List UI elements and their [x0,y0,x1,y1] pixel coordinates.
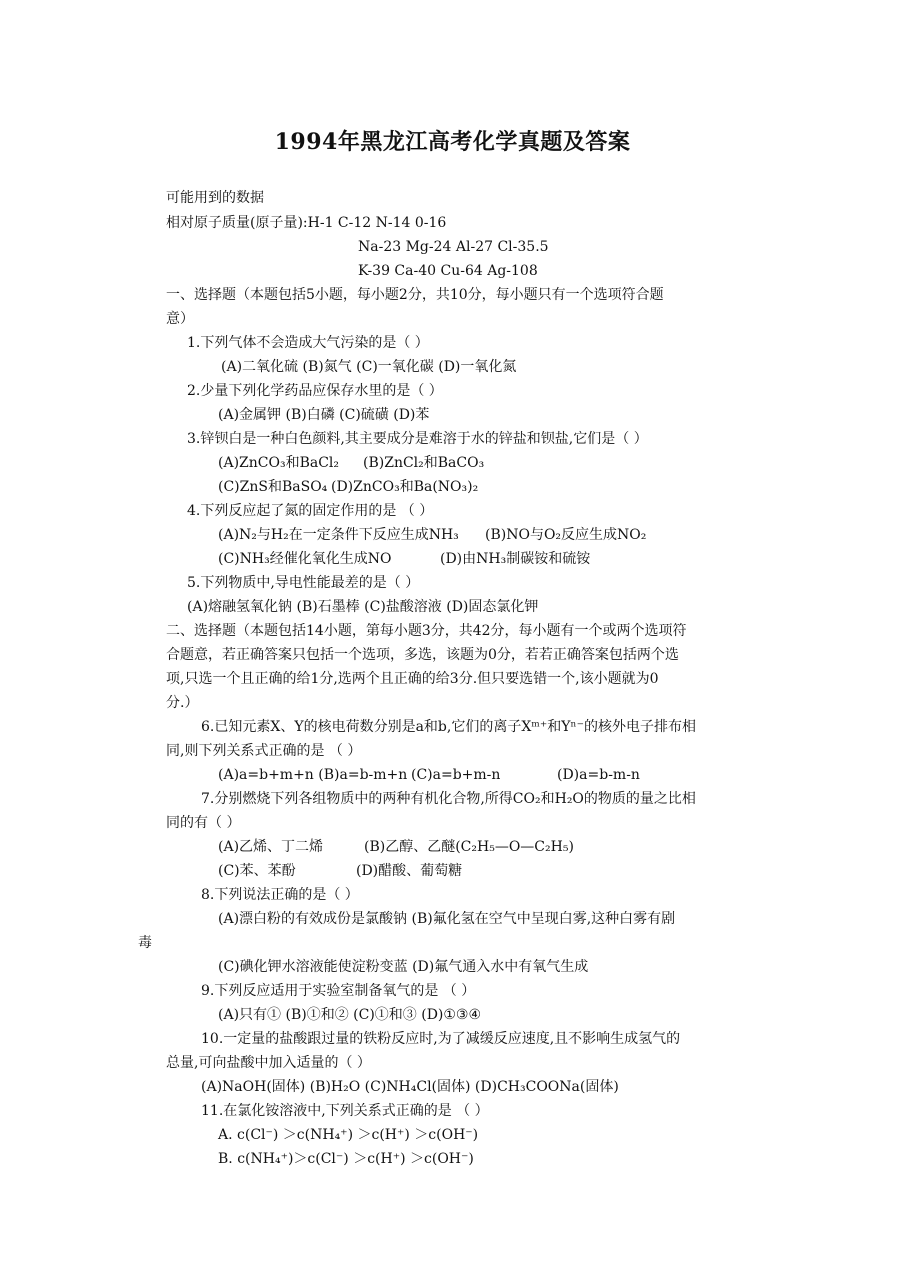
q8-stem: 8.下列说法正确的是（ ） [201,887,359,903]
q8-options-ab-cont: 毒 [138,935,152,951]
q5-options: (A)熔融氢氧化钠 (B)石墨棒 (C)盐酸溶液 (D)固态氯化钾 [187,599,539,615]
q7-stem: 7.分别燃烧下列各组物质中的两种有机化合物,所得CO₂和H₂O的物质的量之比相 [201,791,696,807]
q11-option-a: A. c(Cl⁻) ＞c(NH₄⁺) ＞c(H⁺) ＞c(OH⁻) [218,1127,479,1143]
q10-stem-cont: 总量,可向盐酸中加入适量的（ ） [166,1055,371,1071]
q6-option-c: (C)a=b+m-n [411,767,501,783]
q9-options: (A)只有① (B)①和② (C)①和③ (D)①③④ [218,1007,482,1023]
q1-options: (A)二氧化硫 (B)氮气 (C)一氧化碳 (D)一氧化氮 [221,359,517,375]
q6-stem: 6.已知元素X、Y的核电荷数分别是a和b,它们的离子Xᵐ⁺和Yⁿ⁻的核外电子排布相 [201,719,696,735]
q7-stem-cont: 同的有（ ） [166,815,241,831]
q2-options: (A)金属钾 (B)白磷 (C)硫磺 (D)苯 [218,407,430,423]
q7-option-d: (D)醋酸、葡萄糖 [356,863,463,879]
section-2-heading-l2: 合题意，若正确答案只包括一个选项，多选，该题为0分，若若正确答案包括两个选 [166,647,679,663]
q6-option-d: (D)a=b-m-n [557,767,640,783]
q10-stem: 10.一定量的盐酸跟过量的铁粉反应时,为了减缓反应速度,且不影响生成氢气的 [201,1031,681,1047]
q4-option-d: (D)由NH₃制碳铵和硫铵 [440,551,591,567]
q1-stem: 1.下列气体不会造成大气污染的是（ ） [187,335,429,351]
q4-option-b: (B)NO与O₂反应生成NO₂ [485,527,647,543]
section-2-heading-l3: 项,只选一个且正确的给1分,选两个且正确的给3分.但只要选错一个,该小题就为0 [166,671,659,687]
q6-stem-cont: 同,则下列关系式正确的是 （ ） [166,743,362,759]
q4-stem: 4.下列反应起了氮的固定作用的是 （ ） [187,503,434,519]
q5-stem: 5.下列物质中,导电性能最差的是（ ） [187,575,420,591]
q7-option-b: (B)乙醇、乙醚(C₂H₅—O—C₂H₅) [364,839,574,855]
q3-option-b: (B)ZnCl₂和BaCO₃ [363,455,485,471]
q3-stem: 3.锌钡白是一种白色颜料,其主要成分是难溶于水的锌盐和钡盐,它们是（ ） [187,431,648,447]
section-1-heading-cont: 意） [166,311,194,327]
section-1-heading: 一、选择题（本题包括5小题，每小题2分，共10分，每小题只有一个选项符合题 [166,287,664,303]
q3-option-a: (A)ZnCO₃和BaCl₂ [218,455,340,471]
q9-stem: 9.下列反应适用于实验室制备氧气的是 （ ） [201,983,476,999]
q8-options-cd: (C)碘化钾水溶液能使淀粉变蓝 (D)氟气通入水中有氧气生成 [218,959,589,975]
page-title: 1994年黑龙江高考化学真题及答案 [274,129,631,155]
section-2-heading: 二、选择题（本题包括14小题，第每小题3分，共42分，每小题有一个或两个选项符 [166,623,687,639]
q4-option-a: (A)N₂与H₂在一定条件下反应生成NH₃ [218,527,459,543]
q7-option-a: (A)乙烯、丁二烯 [218,839,324,855]
q10-options: (A)NaOH(固体) (B)H₂O (C)NH₄Cl(固体) (D)CH₃COONa(固体) [201,1079,619,1095]
atomic-mass-row-2: Na-23 Mg-24 Al-27 Cl-35.5 [358,239,549,255]
q3-option-c: (C)ZnS和BaSO₄ [218,479,328,495]
data-header: 可能用到的数据 [166,190,264,206]
q2-stem: 2.少量下列化学药品应保存水里的是（ ） [187,383,443,399]
q4-option-c: (C)NH₃经催化氧化生成NO [218,551,392,567]
q7-option-c: (C)苯、苯酚 [218,863,296,879]
q6-options-ab: (A)a=b+m+n (B)a=b-m+n [218,767,408,783]
q11-stem: 11.在氯化铵溶液中,下列关系式正确的是 （ ） [201,1103,489,1119]
atomic-mass-row-1: 相对原子质量(原子量):H-1 C-12 N-14 0-16 [166,215,447,231]
q11-option-b: B. c(NH₄⁺)＞c(Cl⁻) ＞c(H⁺) ＞c(OH⁻) [218,1151,474,1167]
section-2-heading-l4: 分.） [166,695,199,711]
q8-options-ab: (A)漂白粉的有效成份是氯酸钠 (B)氟化氢在空气中呈现白雾,这种白雾有剧 [218,911,676,927]
atomic-mass-row-3: K-39 Ca-40 Cu-64 Ag-108 [358,263,538,279]
q3-option-d: (D)ZnCO₃和Ba(NO₃)₂ [331,479,479,495]
